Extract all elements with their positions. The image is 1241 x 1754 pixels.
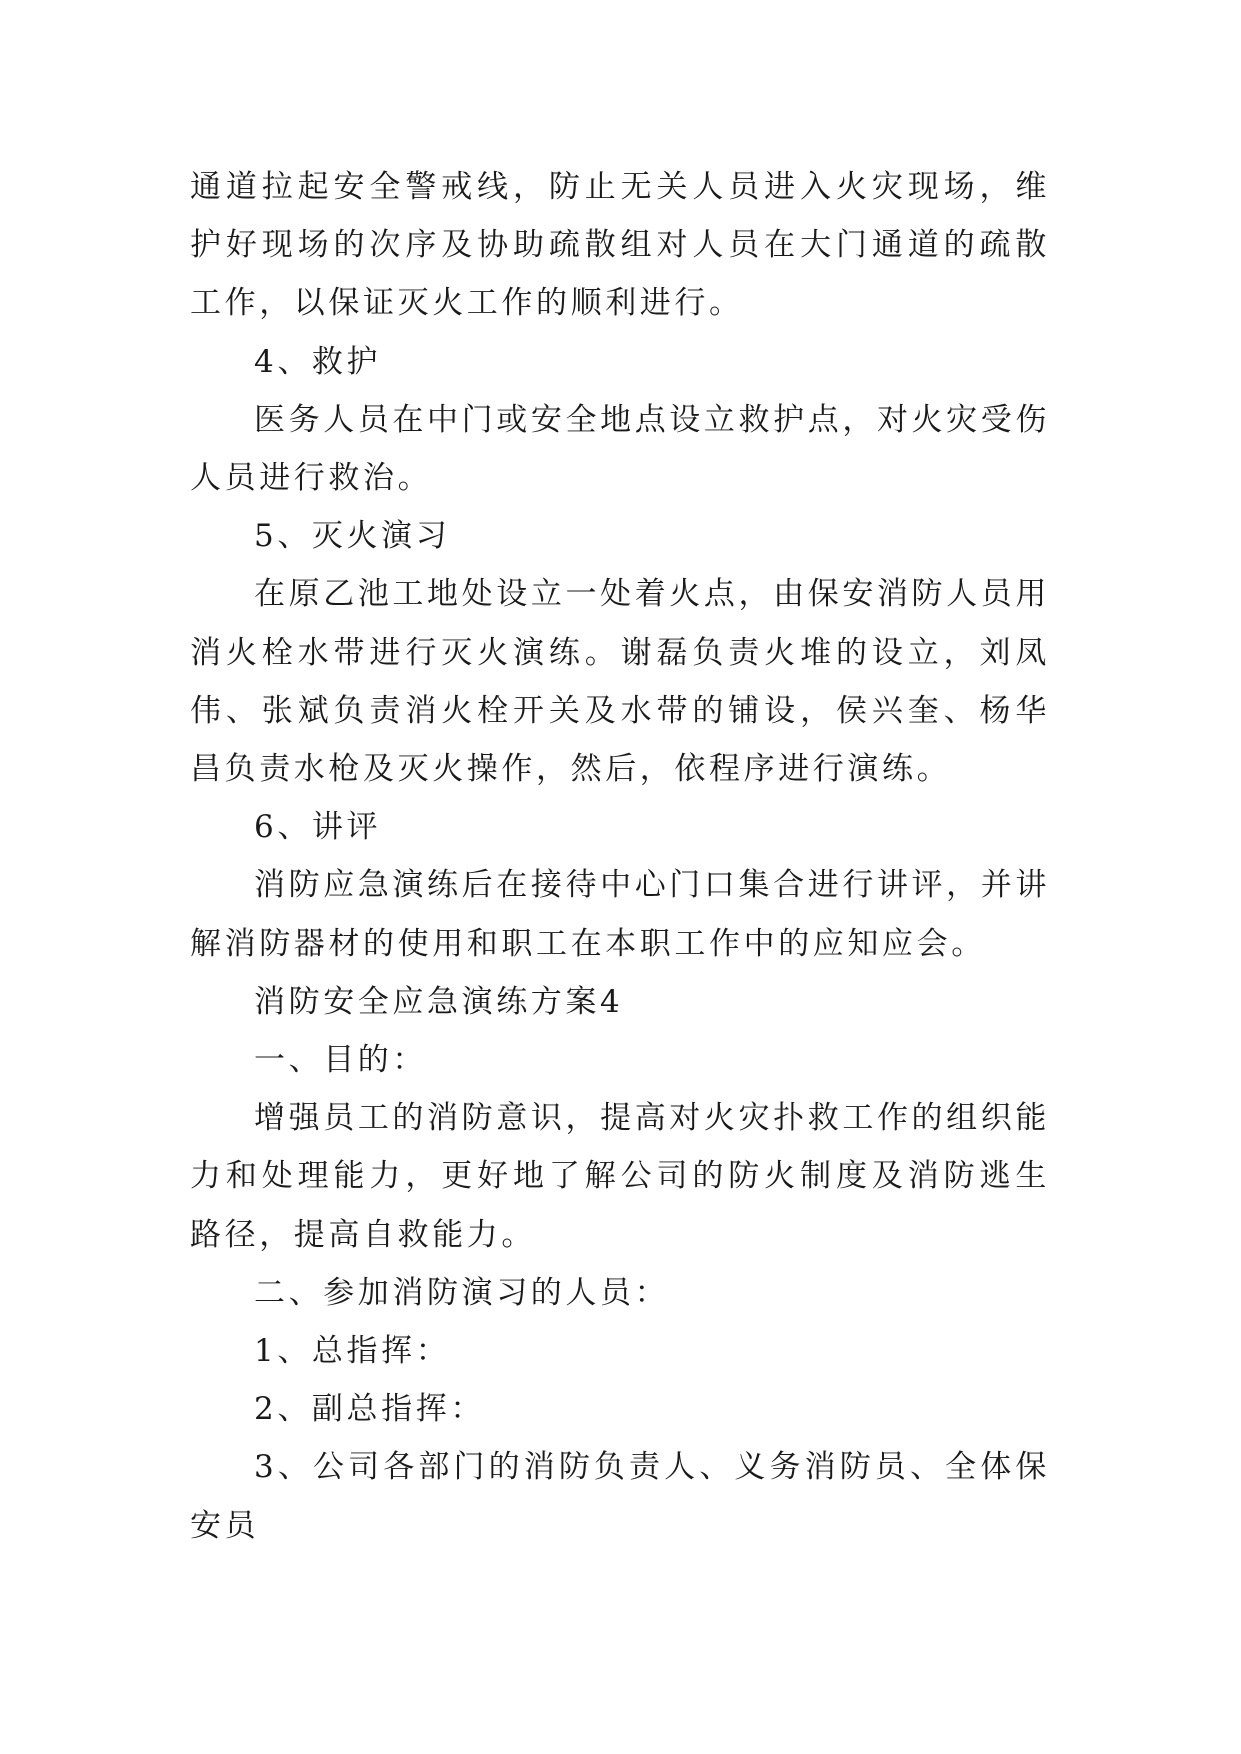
paragraph-continuation: 通道拉起安全警戒线，防止无关人员进入火灾现场，维护好现场的次序及协助疏散组对人员在大门通道的疏散工作，以保证灭火工作的顺利进行。 [190,169,1050,322]
list-item-deputy-commander: 2、副总指挥： [254,1391,485,1428]
section-title: 消防安全应急演练方案4 [254,983,624,1020]
paragraph-purpose: 增强员工的消防意识，提高对火灾扑救工作的组织能力和处理能力，更好地了解公司的防火制度及消防逃生路径，提高自救能力。 [190,1100,1050,1253]
list-item-commander: 1、总指挥： [254,1333,451,1370]
heading-review: 6、讲评 [254,809,382,846]
heading-rescue: 4、救护 [254,343,382,380]
heading-participants: 二、参加消防演习的人员： [254,1274,670,1311]
paragraph-review: 消防应急演练后在接待中心门口集合进行讲评，并讲解消防器材的使用和职工在本职工作中的应知应会。 [190,867,1050,962]
heading-purpose: 一、目的： [254,1042,427,1079]
heading-fire-drill: 5、灭火演习 [254,518,451,555]
document-body [190,158,1050,1555]
paragraph-rescue: 医务人员在中门或安全地点设立救护点，对火灾受伤人员进行救治。 [190,401,1050,497]
paragraph-fire-drill: 在原乙池工地处设立一处着火点，由保安消防人员用消火栓水带进行灭火演练。谢磊负责火堆的设立，刘凤伟、张斌负责消火栓开关及水带的铺设，侯兴奎、杨华昌负责水枪及灭火操作，然后，依程序进行演练。 [190,576,1050,788]
list-item-departments: 3、公司各部门的消防负责人、义务消防员、全体保安员 [190,1449,1050,1544]
